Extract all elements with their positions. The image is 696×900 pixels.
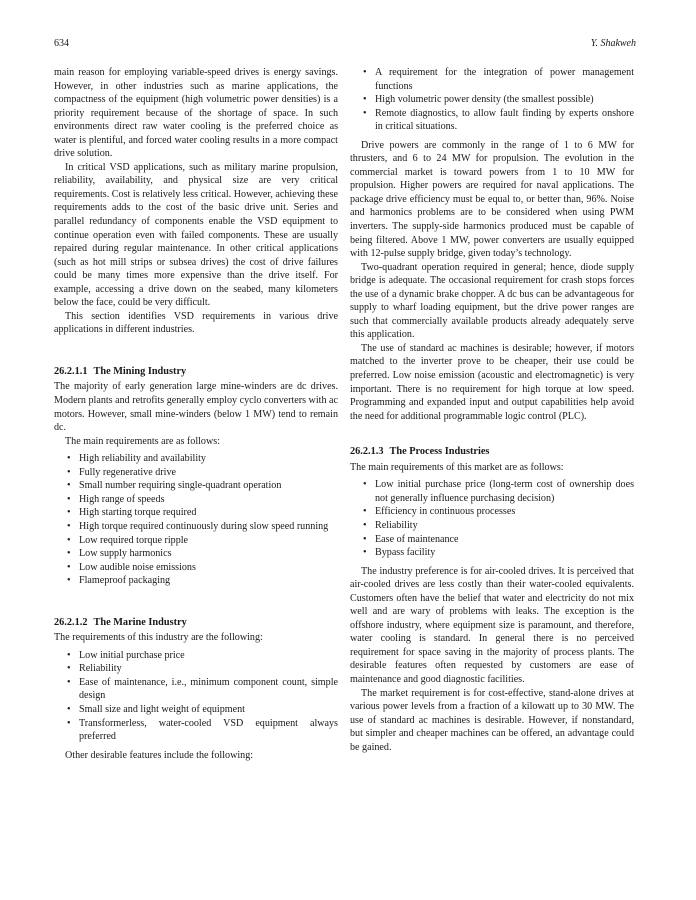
paragraph: Drive powers are commonly in the range of 1 to 6 MW for thrusters, and 6 to 24 MW for propulsion. The evolution in the commercial market is toward powers from 1 to 10 MW for propulsion. Higher powers are required for naval applications. The package drive efficiency must be equal to, or better than, 96%. Noise and harmonics problems are to be considered when using PWM inverters. The supply-side harmonics produced must be capable of being filtered. Above 1 MW, power converters are usually equipped with 12-pulse supply bridge, given today’s technology. [350,139,634,260]
section-title: The Mining Industry [93,365,187,377]
list-item: • Reliability [54,662,338,676]
list-item: • Low initial purchase price (long-term cost of ownership does not generally influence purchasing decision) [350,478,634,505]
list-item: • Low supply harmonics [54,547,338,561]
list-item: • High torque required continuously during slow speed running [54,520,338,534]
section-number: 26.2.1.2 [54,616,88,628]
paragraph: The market requirement is for cost-effective, stand-alone drives at various power levels from a fraction of a kilowatt up to 30 MW. The use of standard ac machines is desirable. However, if nonstandard, but simpler and cheaper machines can be offered, an advantage could be gained. [350,687,634,753]
list-item: • High volumetric power density (the smallest possible) [350,93,634,107]
list-item: • High reliability and availability [54,452,338,466]
marine-requirements-list [54,649,338,744]
paragraph: The main requirements are as follows: [65,435,220,447]
list-item: • Transformerless, water-cooled VSD equipment always preferred [54,717,338,744]
list-item: • Bypass facility [350,546,634,560]
paragraph: The use of standard ac machines is desirable; however, if motors matched to the inverter prove to be cheaper, their use could be preferred. Low noise emission (acoustic and electromagnetic) is very important. There is no requirement for high torque at low speed. Programming and expanded input and output capabilities help avoid the need for additional programmable logic control (PLC). [350,342,634,422]
section-heading-mining [54,365,338,379]
list-item: • Low initial purchase price [54,649,338,663]
list-item: • Efficiency in continuous processes [350,505,634,519]
list-item: • Low required torque ripple [54,534,338,548]
section-title: The Process Industries [389,446,490,458]
list-item: • Small number requiring single-quadrant operation [54,479,338,493]
process-requirements-list [350,478,634,559]
list-item: • A requirement for the integration of power management functions [350,66,634,93]
section-number: 26.2.1.1 [54,365,88,377]
paragraph: The majority of early generation large mine-winders are dc drives. Modern plants and retrofits generally employ cyclo converters with ac motors. However, small mine-winders (below 1 MW) tend to remain dc. [54,381,338,434]
paragraph: Other desirable features include the following: [65,749,254,761]
list-item: • Low audible noise emissions [54,561,338,575]
marine-desirable-features-list [350,66,634,134]
page-number: 634 [54,38,69,49]
section-heading-process [350,445,634,459]
section-title: The Marine Industry [93,616,187,628]
list-item: • Reliability [350,519,634,533]
list-item: • High range of speeds [54,493,338,507]
running-author: Y. Shakweh [590,38,636,49]
paragraph: The industry preference is for air-cooled drives. It is perceived that air-cooled drives are less costly than their water-cooled equivalents. Customers often have the belief that water and electricity do not mix well and are wary of problems with leaks. The exception is the offshore industry, where equipment size is paramount, and therefore, water cooling is standard. In general there is no perceived requirement for space saving in the majority of process plants. The desirable features often requested by customers are ease of maintenance and good diagnostic facilities. [350,565,634,685]
list-item: • Remote diagnostics, to allow fault finding by experts onshore in critical situations. [350,107,634,134]
paragraph: Two-quadrant operation required in general; hence, diode supply bridge is adequate. The occasional requirement for crash stops forces the use of a dynamic brake chopper. A dc bus can be advantageous for supply to wharf loading equipment, but the drive power ranges are such that commercially available products already adequately serve this application. [350,261,634,341]
list-item: • Small size and light weight of equipment [54,703,338,717]
right-column [350,66,634,754]
paragraph: The main requirements of this market are as follows: [350,461,564,473]
intro-paragraph: This section identifies VSD requirements in various drive applications in different industries. [54,310,338,336]
paragraph: The requirements of this industry are the following: [54,632,263,644]
list-item: • Flameproof packaging [54,574,338,588]
section-heading-marine [54,616,338,630]
intro-paragraph: main reason for employing variable-speed drives is energy savings. However, in other industries such as marine applications, the compactness of the equipment (high volumetric power densities) is a priority requirement because of the shortage of space. In such environments direct raw water cooling is the preferred choice as water is plentiful, and forced water cooling results in a more compact drive solution. [54,67,338,160]
intro-paragraph: In critical VSD applications, such as military marine propulsion, reliability, availability, and physical size are very critical requirements. Cost is relatively less critical. However, achieving these requirements adds to the cost of the basic drive unit. Series and parallel redundancy of components enable the VSD equipment to continue operation even with failed components. These are usually repaired during regular maintenance. In other critical applications (such as hot mill strips or subsea drives) the cost of drive failures could be many times more expensive than the drive itself. For example, accessing a drive down on the seabed, many kilometers below the face, could be very difficult. [54,161,338,309]
section-number: 26.2.1.3 [350,446,384,458]
left-column [54,66,338,762]
list-item: • Fully regenerative drive [54,466,338,480]
mining-requirements-list [54,452,338,587]
list-item: • High starting torque required [54,506,338,520]
list-item: • Ease of maintenance, i.e., minimum component count, simple design [54,676,338,703]
list-item: • Ease of maintenance [350,533,634,547]
